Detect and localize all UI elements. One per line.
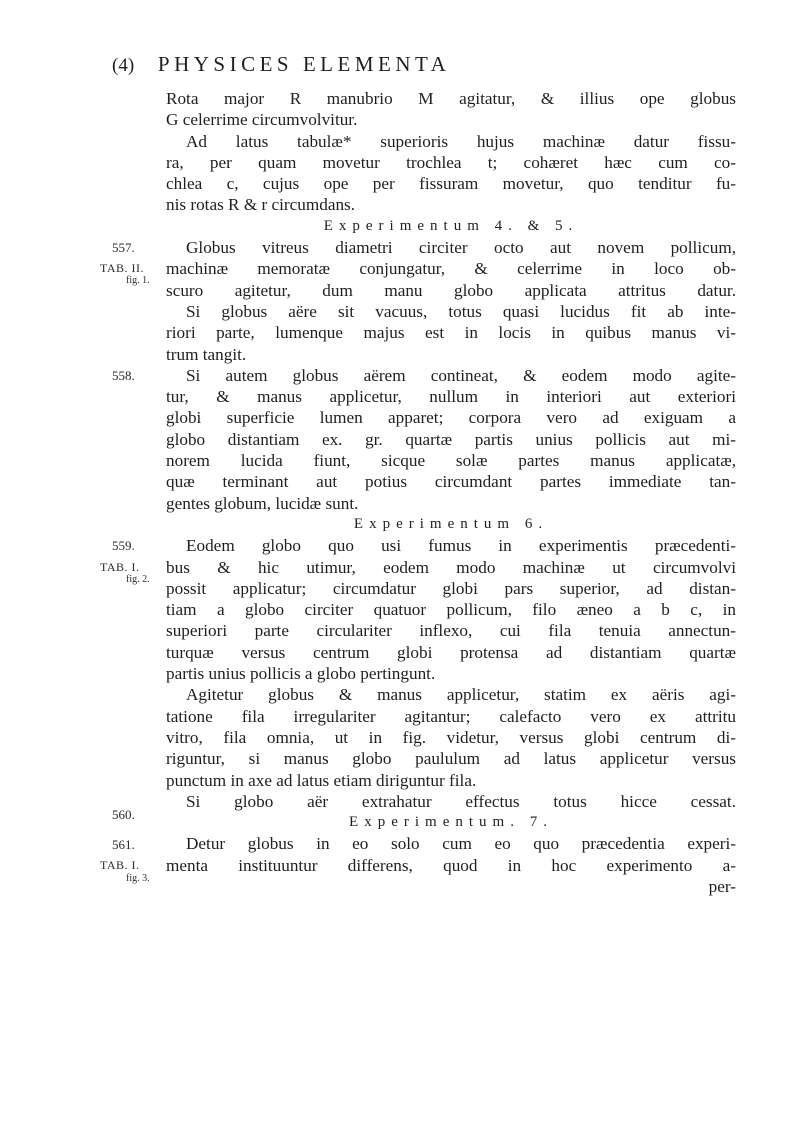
text-line: machinæ memoratæ conjungatur, & celerrime in loco ob- bbox=[166, 259, 736, 279]
text-line: globi superficie lumen apparet; corpora vero ad exiguam a bbox=[166, 408, 736, 428]
text-line: vitro, fila omnia, ut in fig. videtur, versus globi centrum di- bbox=[166, 727, 736, 747]
main-text-column bbox=[166, 88, 736, 897]
experiment-heading: Experimentum. 7. bbox=[349, 814, 553, 831]
text-line: chlea c, cujus ope per fissuram movetur, quo tenditur fu- bbox=[166, 174, 736, 194]
experiment-heading: Experimentum 4. & 5. bbox=[323, 217, 579, 234]
margin-note-tab: TAB. I. bbox=[100, 857, 140, 872]
text-line: norem lucida fiunt, sicque solæ partes manus applicatæ, bbox=[166, 451, 736, 471]
text-line: tiam a globo circiter quatuor pollicum, filo æneo a b c, in bbox=[166, 600, 736, 620]
text-line: trum tangit. bbox=[166, 344, 247, 364]
experiment-heading: Experimentum 6. bbox=[353, 515, 549, 532]
margin-note-fig: fig. 1. bbox=[126, 275, 150, 287]
text-line: riguntur, si manus globo paululum ad latus applicetur versus bbox=[166, 749, 736, 769]
margin-note-tab: TAB. I. bbox=[100, 559, 140, 574]
text-line: Eodem globo quo usi fumus in experimentis præcedenti- bbox=[186, 536, 736, 556]
text-line: tur, & manus applicetur, nullum in interiori aut exteriori bbox=[166, 387, 736, 407]
text-line: G celerrime circumvolvitur. bbox=[166, 110, 358, 130]
margin-note-num: 558. bbox=[112, 367, 135, 383]
margin-note-fig: fig. 2. bbox=[126, 574, 150, 586]
text-line: Si globo aër extrahatur effectus totus hicce cessat. bbox=[186, 791, 736, 811]
text-line: turquæ versus centrum globi protensa ad distantiam quartæ bbox=[166, 642, 736, 662]
text-line: Agitetur globus & manus applicetur, statim ex aëris agi- bbox=[186, 685, 736, 705]
margin-note-fig: fig. 3. bbox=[126, 872, 150, 884]
text-line: ra, per quam movetur trochlea t; cohæret hæc cum co- bbox=[166, 152, 736, 172]
text-line: superiori parte circulariter inflexo, cui fila tenuia annectun- bbox=[166, 621, 736, 641]
text-line: nis rotas R & r circumdans. bbox=[166, 195, 356, 215]
margin-note-num: 557. bbox=[112, 240, 135, 256]
text-line: partis unius pollicis a globo pertingunt. bbox=[166, 664, 436, 684]
text-line: menta instituuntur differens, quod in hoc experimento a- bbox=[166, 855, 736, 875]
text-line: quæ terminant aut potius circumdant partes immediate tan- bbox=[166, 472, 736, 492]
margin-note-num: 561. bbox=[112, 836, 135, 852]
margin-note-tab: TAB. II. bbox=[100, 261, 145, 276]
text-line: scuro agitetur, dum manu globo applicata attritus datur. bbox=[166, 280, 736, 300]
running-header bbox=[112, 52, 712, 84]
text-line: riori parte, lumenque majus est in locis in quibus manus vi- bbox=[166, 323, 736, 343]
text-line: Si globus aëre sit vacuus, totus quasi lucidus fit ab inte- bbox=[186, 301, 736, 321]
text-line: tatione fila irregulariter agitantur; calefacto vero ex attritu bbox=[166, 706, 736, 726]
text-line: Ad latus tabulæ* superioris hujus machinæ datur fissu- bbox=[186, 131, 736, 151]
text-line: Globus vitreus diametri circiter octo aut novem pollicum, bbox=[186, 238, 736, 258]
text-line: Si autem globus aërem contineat, & eodem modo agite- bbox=[186, 365, 736, 385]
margin-note-num: 559. bbox=[112, 538, 135, 554]
text-line: globo distantiam ex. gr. quartæ partis unius pollicis aut mi- bbox=[166, 429, 736, 449]
margin-note-num: 560. bbox=[112, 806, 135, 822]
text-line: punctum in axe ad latus etiam diriguntur fila. bbox=[166, 770, 477, 790]
running-title: PHYSICES ELEMENTA bbox=[157, 52, 451, 76]
text-line: Detur globus in eo solo cum eo quo præcedentia experi- bbox=[186, 834, 736, 854]
text-line: per- bbox=[708, 876, 736, 896]
text-line: possit applicatur; circumdatur globi pars superior, ad distan- bbox=[166, 578, 736, 598]
text-line: bus & hic utimur, eodem modo machinæ ut circumvolvi bbox=[166, 557, 736, 577]
text-line: gentes globum, lucidæ sunt. bbox=[166, 493, 359, 513]
text-line: Rota major R manubrio M agitatur, & illius ope globus bbox=[166, 89, 736, 108]
page-number: (4) bbox=[112, 55, 135, 76]
